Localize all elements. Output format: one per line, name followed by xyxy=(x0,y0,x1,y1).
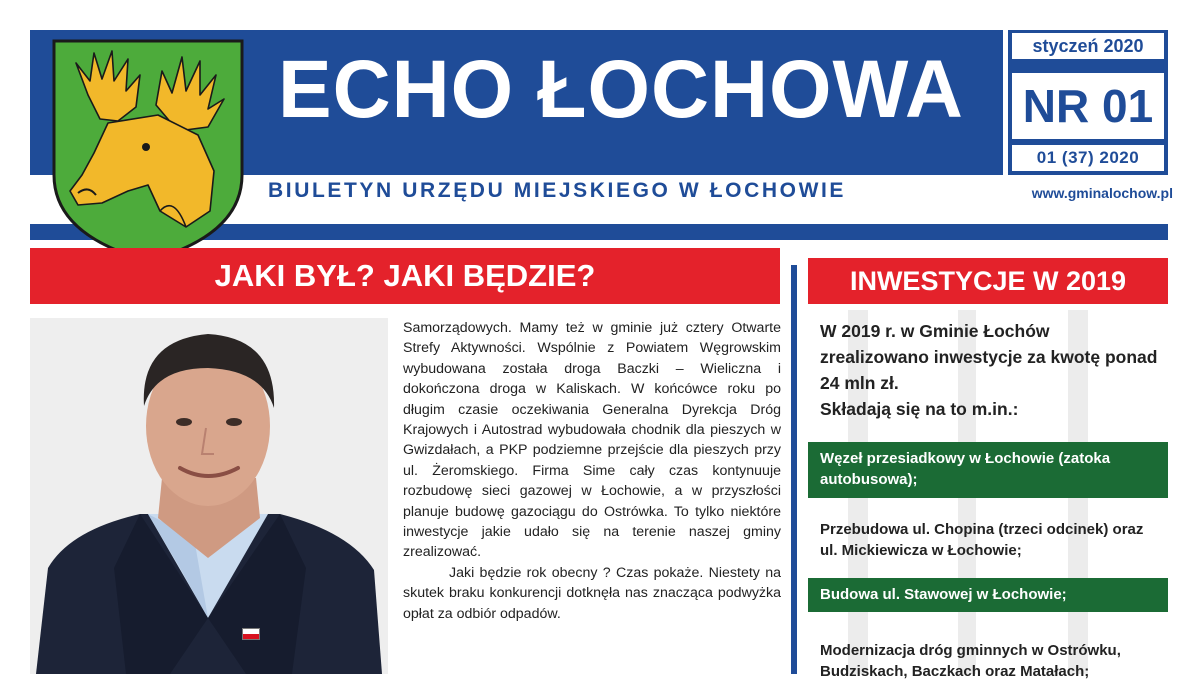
investment-item: Modernizacja dróg gminnych w Ostrówku, Budziskach, Baczkach oraz Matałach; xyxy=(820,642,1121,680)
right-headline: INWESTYCJE W 2019 xyxy=(849,266,1127,296)
issue-number: NR 01 xyxy=(1012,73,1164,139)
article-paragraph: Samorządowych. Mamy też w gminie już cztery Otwarte Strefy Aktywności. Wspólnie z Powiatem Węgrowskim wybudowana została droga Baczki – Wieliczna i dokończona droga w Kaliskach. W końcówce roku po długim czasie oczekiwania Generalna Dyrekcja Dróg Krajowych i Autostrad wybudowała chodnik dla pieszych w Gwizdałach, a PKP podziemne przejście dla pieszych przy ul. Żeromskiego. Firma Sime cały czas kontynuuje rozbudowę sieci gazowej w Łochowie, a w przyszłości planuje budowę gazociągu do Ostrówka. To tylko niektóre inwestycje jakie udało się na terenie naszej gminy zrealizować. xyxy=(403,320,781,561)
website-link[interactable]: www.gminalochow.pl xyxy=(1031,185,1173,201)
investment-item: Przebudowa ul. Chopina (trzeci odcinek) oraz ul. Mickiewicza w Łochowie; xyxy=(820,521,1144,559)
polish-flag-pin-icon xyxy=(242,628,260,640)
investments-intro xyxy=(820,318,1160,422)
article-paragraph: Jaki będzie rok obecny ? Czas pokaże. Niestety na skutek braku konkurencji dotknęła nas znacząca podwyżka opłat za odbiór odpadów. xyxy=(403,564,781,622)
column-divider xyxy=(791,265,797,674)
investment-item: Węzeł przesiadkowy w Łochowie (zatoka autobusowa); xyxy=(808,442,1168,498)
mayor-photo xyxy=(30,318,388,674)
issue-full-number: 01 (37) 2020 xyxy=(1012,145,1164,171)
intro-line: W 2019 r. w Gminie Łochów zrealizowano inwestycje za kwotę ponad 24 mln zł. xyxy=(820,321,1158,393)
moose-coat-of-arms-icon xyxy=(48,35,248,265)
issue-month: styczeń 2020 xyxy=(1012,33,1164,59)
newspaper-title: ECHO ŁOCHOWA xyxy=(278,44,964,135)
intro-line: Składają się na to m.in.: xyxy=(820,399,1019,419)
investment-item: Budowa ul. Stawowej w Łochowie; xyxy=(808,578,1168,612)
newspaper-subtitle: BIULETYN URZĘDU MIEJSKIEGO W ŁOCHOWIE xyxy=(268,179,847,202)
article-body xyxy=(403,318,781,674)
left-headline: JAKI BYŁ? JAKI BĘDZIE? xyxy=(214,258,596,293)
